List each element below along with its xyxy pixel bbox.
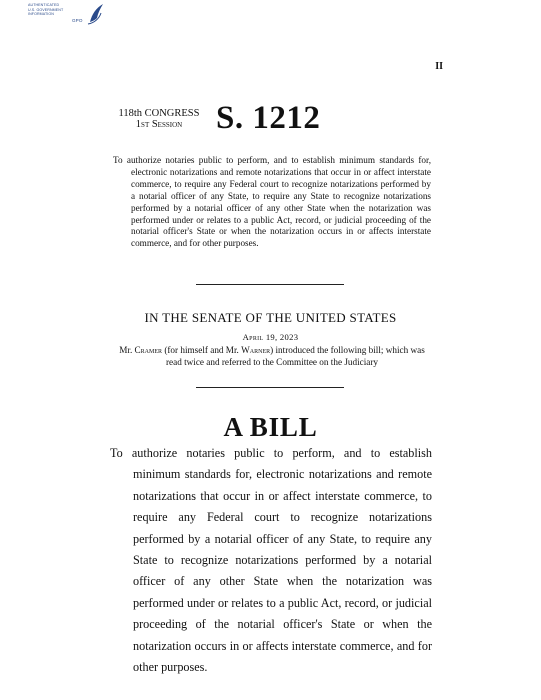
congress-session-block (114, 108, 204, 130)
seal-text-line-4: GPO (72, 18, 83, 23)
seal-text-line-2: U.S. GOVERNMENT (28, 7, 64, 12)
session-label: 1st Session (135, 119, 183, 130)
congress-label: 118th CONGRESS (118, 108, 200, 119)
document-title: A BILL (223, 412, 318, 442)
bill-number: S. 1212 (216, 100, 321, 136)
cosponsor-text: (for himself and Mr. (162, 345, 242, 355)
cosponsor-name: Warner (241, 345, 271, 355)
long-title-purpose: To authorize notaries public to perform, and to establish minimum standards for, electronic notarizations and remote notarizations that occur in or affect interstate commerce, to require any Federal court to recognize notarizations performed by a notarial officer of any State, to require any State to recognize notarizations performed by a notarial officer of any other State when the notarization was performed under or relates to a public Act, record, or judicial proceeding of the notarial officer's State or when the notarization occurs in or affects interstate commerce, and for other purposes. (110, 446, 432, 675)
seal-text-line-3: INFORMATION (28, 12, 54, 16)
chamber-heading: IN THE SENATE OF THE UNITED STATES (144, 310, 397, 325)
short-title-purpose: To authorize notaries public to perform, and to establish minimum standards for, electronic notarizations and remote notarizations that occur in or affect interstate commerce, to require any Federal court to recognize notarizations performed by a notarial officer of any State, to require any State to recognize notarizations performed by a notarial officer of any other State when the notarization was performed under or relates to a public Act, record, or judicial proceeding of the notarial officer's State or when the notarization occurs in or affects interstate commerce, and for other purposes. (113, 155, 431, 249)
divider-rule (196, 387, 344, 388)
sponsor-prefix: Mr. (119, 345, 135, 355)
gpo-authentication-seal (28, 2, 106, 28)
introduction-date: April 19, 2023 (242, 332, 299, 342)
sponsor-name: Cramer (134, 345, 163, 355)
divider-rule (196, 284, 344, 285)
seal-text-line-1: AUTHENTICATED (28, 3, 60, 7)
action-text: ) introduced the following bill; which was read twice and referred to the Committee on the Judiciary (166, 345, 425, 367)
legislative-action (114, 345, 430, 369)
eagle-icon (86, 2, 106, 26)
bill-version-code: II (435, 61, 443, 72)
